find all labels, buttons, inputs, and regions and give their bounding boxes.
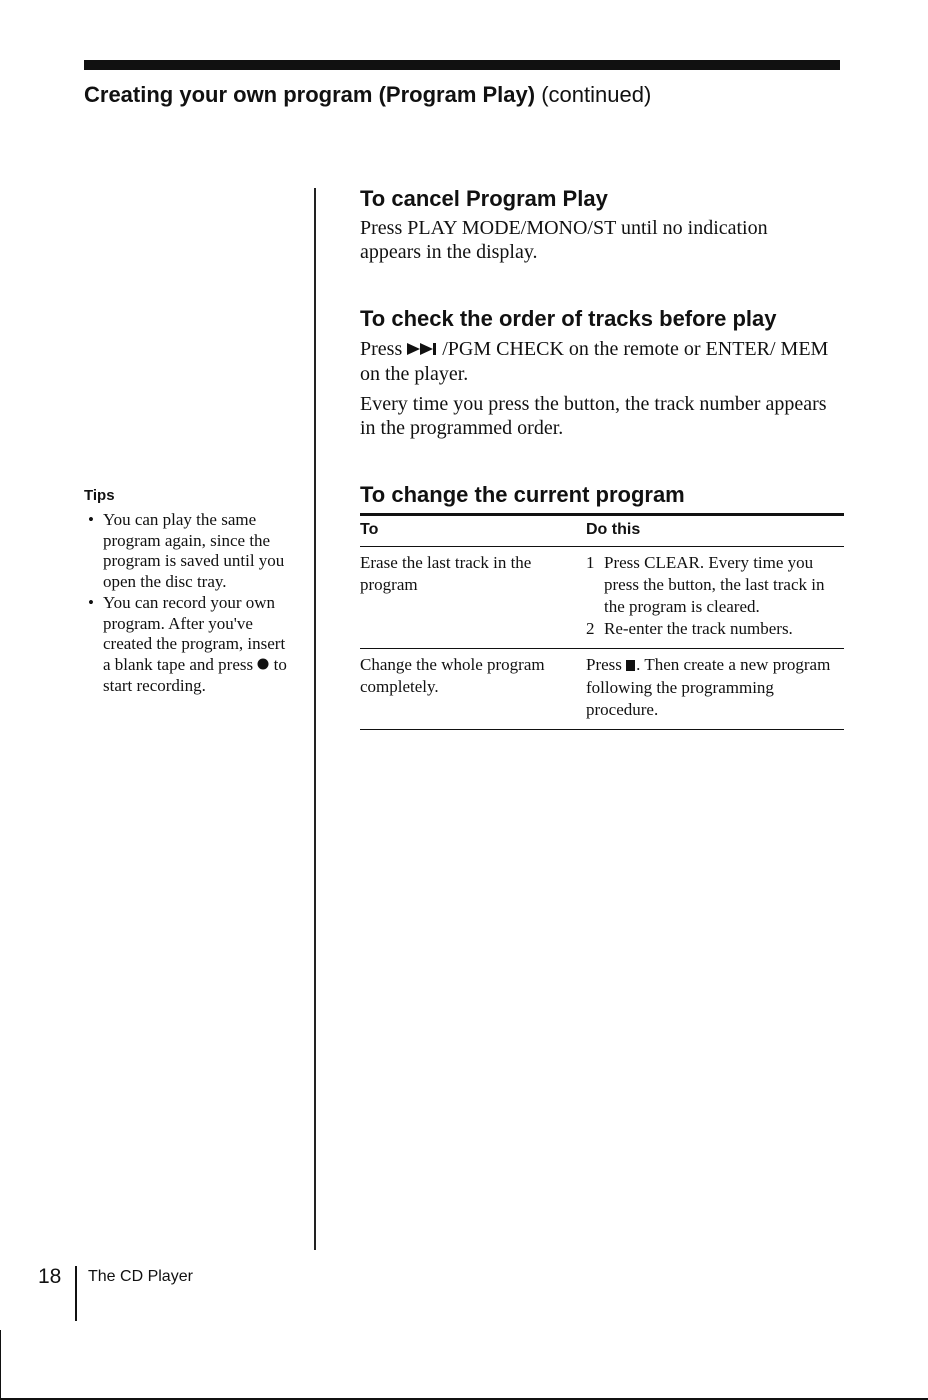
check-rest-text: /PGM CHECK on the remote or ENTER/ MEM on the player.: [360, 338, 829, 386]
tip-text-after: to start recording.: [103, 654, 287, 695]
column-header-do-this: Do this: [586, 515, 844, 547]
page-number: 18: [38, 1265, 62, 1288]
row-erase-to: Erase the last track in the program: [360, 547, 586, 649]
change-program-table: [360, 513, 844, 730]
cancel-body: Press PLAY MODE/MONO/ST until no indication appears in the display.: [360, 217, 768, 263]
page-title-suffix: (continued): [541, 82, 652, 107]
header-rule: [84, 60, 840, 70]
column-header-to: To: [360, 515, 586, 547]
tip-text-before: You can record your own program. After you've created the program, insert a blank tape and press: [103, 593, 286, 674]
check-paragraph-2: Every time you press the button, the track number appears in the programmed order.: [360, 393, 827, 439]
table-header-row: [360, 515, 844, 547]
step-number: 1: [586, 553, 595, 572]
table-row: [360, 547, 844, 649]
change-heading: To change the current program: [360, 482, 685, 507]
cancel-heading: To cancel Program Play: [360, 186, 608, 211]
step-number: 2: [586, 619, 595, 638]
row-change-do: [586, 649, 844, 730]
table-row: [360, 649, 844, 730]
row-erase-do: [586, 547, 844, 649]
step-item: [586, 552, 844, 618]
column-divider: [314, 188, 316, 1250]
stop-icon: [626, 655, 636, 677]
step-text: Press CLEAR. Every time you press the button, the last track in the program is cleared.: [604, 553, 825, 616]
tips-heading: Tips: [84, 487, 115, 504]
bullet-icon: •: [88, 593, 94, 612]
scan-edge-left: [0, 1330, 1, 1400]
check-heading: To check the order of tracks before play: [360, 306, 777, 331]
check-press-text: Press: [360, 338, 403, 360]
bullet-icon: •: [88, 510, 94, 529]
tips-list: [84, 510, 294, 697]
page-title-main: Creating your own program (Program Play): [84, 82, 536, 107]
footer-section-label: The CD Player: [88, 1268, 193, 1285]
list-item: [84, 510, 294, 592]
footer-divider: [75, 1266, 77, 1321]
page-title: [84, 82, 651, 108]
record-icon: [257, 655, 269, 676]
fast-forward-icon: [407, 338, 437, 362]
row-change-to: Change the whole program completely.: [360, 649, 586, 730]
step-item: [586, 618, 844, 640]
check-paragraph-1: [360, 337, 830, 386]
row-change-rest-text: . Then create a new program following the programming procedure.: [586, 655, 831, 720]
tip-text: You can play the same program again, since the program is saved until you open the disc tray.: [103, 510, 285, 591]
list-item: [84, 593, 294, 696]
step-text: Re-enter the track numbers.: [604, 619, 793, 638]
row-change-press-text: Press: [586, 655, 622, 674]
